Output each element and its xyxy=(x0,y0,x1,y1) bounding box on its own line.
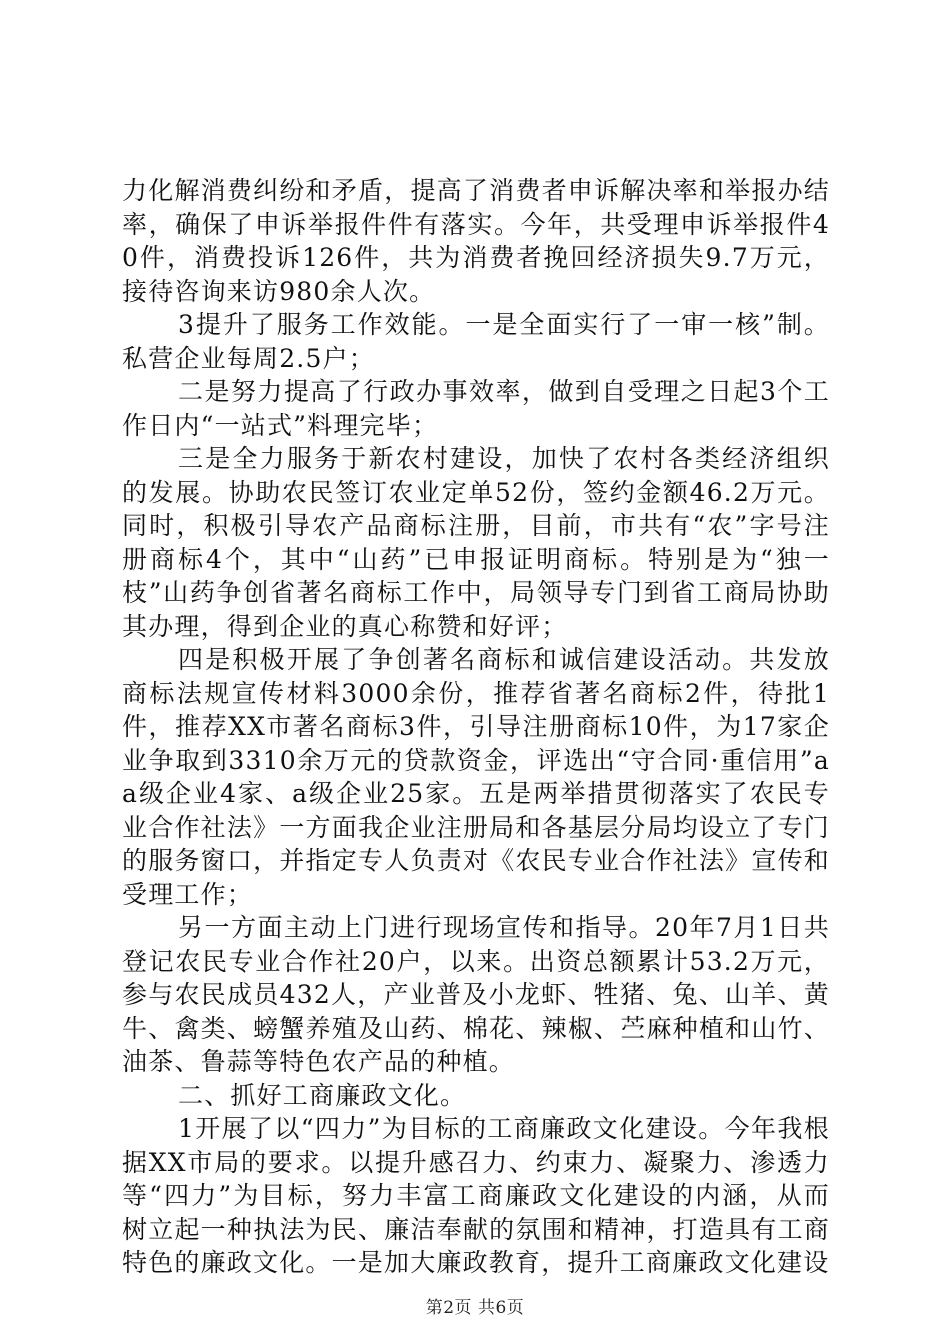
paragraph-3: 二是努力提高了行政办事效率，做到自受理之日起3个工作日内“一站式”料理完毕； xyxy=(122,377,830,440)
section-heading: 二、抓好工商廉政文化。 xyxy=(178,1080,467,1110)
paragraph-2: 3提升了服务工作效能。一是全面实行了一审一核”制。私营企业每周2.5户； xyxy=(122,310,830,373)
paragraph-6: 另一方面主动上门进行现场宣传和指导。20年7月1日共登记农民专业合作社20户，以来。出资总额累计53.2万元，参与农民成员432人，产业普及小龙虾、牲猪、兔、山羊、黄牛、禽类、螃蟹养殖及山药、棉花、辣椒、苎麻种植和山竹、油茶、鲁蒜等特色农产品的种植。 xyxy=(122,913,830,1076)
paragraph-4: 三是全力服务于新农村建设，加快了农村各类经济组织的发展。协助农民签订农业定单52份，签约金额46.2万元。同时，积极引导农产品商标注册，目前，市共有“农”字号注册商标4个，其中“山药”已申报证明商标。特别是为“独一枝”山药争创省著名商标工作中，局领导专门到省工商局协助其办理，得到企业的真心称赞和好评； xyxy=(122,444,830,641)
document-body xyxy=(122,174,830,1280)
paragraph-5: 四是积极开展了争创著名商标和诚信建设活动。共发放商标法规宣传材料3000余份，推荐省著名商标2件，待批1件，推荐XX市著名商标3件，引导注册商标10件，为17家企业争取到3310余万元的贷款资金，评选出“守合同·重信用”aa级企业4家、a级企业25家。五是两举措贯彻落实了农民专业合作社法》一方面我企业注册局和各基层分局均设立了专门的服务窗口，并指定专人负责对《农民专业合作社法》宣传和受理工作； xyxy=(122,645,830,909)
paragraph-1: 力化解消费纠纷和矛盾，提高了消费者申诉解决率和举报办结率，确保了申诉举报件件有落实。今年，共受理申诉举报件40件，消费投诉126件，共为消费者挽回经济损失9.7万元，接待咨询来访980余人次。 xyxy=(122,176,830,306)
page-footer: 第2页 共6页 xyxy=(425,1298,525,1318)
paragraph-8: 1开展了以“四力”为目标的工商廉政文化建设。今年我根据XX市局的要求。以提升感召力、约束力、凝聚力、渗透力等“四力”为目标，努力丰富工商廉政文化建设的内涵，从而树立起一种执法为民、廉洁奉献的氛围和精神，打造具有工商特色的廉政文化。一是加大廉政教育，提升工商廉政文化建设 xyxy=(122,1114,830,1277)
